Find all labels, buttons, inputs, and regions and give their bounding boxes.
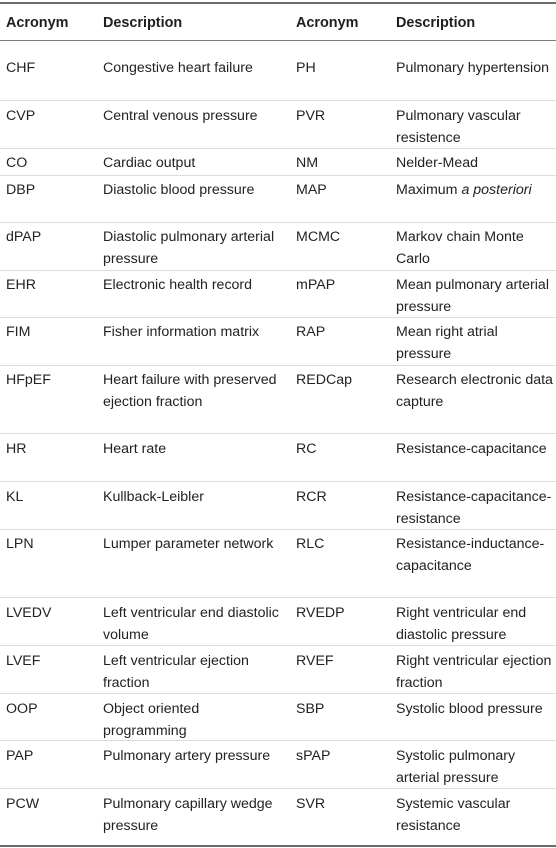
header-description-right: Description (396, 15, 476, 31)
row-divider (0, 175, 556, 176)
description-cell: Systolic blood pressure (396, 701, 543, 717)
acronym-cell: PAP (6, 748, 34, 764)
acronym-cell: RLC (296, 536, 325, 552)
description-cell: Mean right atrial pressure (396, 324, 498, 362)
acronym-cell: CVP (6, 108, 36, 124)
description-cell: Pulmonary hypertension (396, 60, 549, 76)
acronym-cell: HFpEF (6, 372, 51, 388)
description-cell: Left ventricular ejection fraction (103, 653, 249, 691)
description-cell: Right ventricular ejection fraction (396, 653, 552, 691)
table-bottom-rule (0, 845, 556, 847)
description-cell: Resistance-capacitance-resistance (396, 489, 552, 527)
acronym-cell: LVEDV (6, 605, 52, 621)
row-divider (0, 270, 556, 271)
description-text: Maximum (396, 182, 462, 198)
description-cell: Object oriented programming (103, 701, 200, 739)
table-top-rule (0, 2, 556, 4)
description-cell: Right ventricular end diastolic pressure (396, 605, 527, 643)
description-cell (396, 180, 554, 202)
description-cell: Left ventricular end diastolic volume (103, 605, 279, 643)
acronym-cell: PCW (6, 796, 40, 812)
table-header-rule (0, 40, 556, 41)
acronym-cell: RVEDP (296, 605, 345, 621)
acronym-cell: PVR (296, 108, 326, 124)
header-description-left: Description (103, 15, 183, 31)
acronym-cell: RVEF (296, 653, 334, 669)
row-divider (0, 365, 556, 366)
row-divider (0, 433, 556, 434)
description-cell: Diastolic blood pressure (103, 182, 255, 198)
description-cell: Electronic health record (103, 277, 253, 293)
acronym-cell: sPAP (296, 748, 331, 764)
table-header-row (0, 13, 556, 37)
description-cell: Markov chain Monte Carlo (396, 229, 524, 267)
description-cell: Central venous pressure (103, 108, 258, 124)
row-divider (0, 222, 556, 223)
description-cell: Heart rate (103, 441, 167, 457)
acronym-cell: RCR (296, 489, 327, 505)
header-acronym-left: Acronym (6, 15, 69, 31)
description-cell: Nelder-Mead (396, 155, 479, 171)
description-cell: Pulmonary capillary wedge pressure (103, 796, 273, 834)
acronym-cell: FIM (6, 324, 31, 340)
description-cell: Lumper parameter network (103, 536, 274, 552)
acronym-cell: PH (296, 60, 316, 76)
acronym-cell: RC (296, 441, 317, 457)
description-cell: Mean pulmonary arterial pressure (396, 277, 549, 315)
acronym-cell: SVR (296, 796, 326, 812)
description-cell: Resistance-inductance-capacitance (396, 536, 545, 574)
description-cell: Pulmonary artery pressure (103, 748, 271, 764)
description-cell: Diastolic pulmonary arterial pressure (103, 229, 275, 267)
description-cell: Pulmonary vascular resistence (396, 108, 521, 146)
acronym-cell: DBP (6, 182, 36, 198)
acronym-cell: CO (6, 155, 28, 171)
acronym-cell: EHR (6, 277, 36, 293)
description-cell: Resistance-capacitance (396, 441, 547, 457)
acronym-cell: OOP (6, 701, 38, 717)
acronym-cell: CHF (6, 60, 36, 76)
acronym-cell: RAP (296, 324, 326, 340)
description-cell: Congestive heart failure (103, 60, 253, 76)
description-cell: Kullback-Leibler (103, 489, 204, 505)
acronym-cell: NM (296, 155, 319, 171)
row-divider (0, 100, 556, 101)
acronym-cell: SBP (296, 701, 325, 717)
acronym-cell: LVEF (6, 653, 41, 669)
acronym-cell: LPN (6, 536, 34, 552)
acronym-cell: MAP (296, 182, 327, 198)
description-italic-text: a posteriori (461, 182, 532, 198)
description-cell: Systolic pulmonary arterial pressure (396, 748, 516, 786)
description-cell: Research electronic data capture (396, 372, 553, 410)
description-cell: Heart failure with preserved ejection fraction (103, 372, 277, 410)
acronym-cell: HR (6, 441, 27, 457)
description-cell: Systemic vascular resistance (396, 796, 511, 834)
row-divider (0, 481, 556, 482)
acronym-cell: mPAP (296, 277, 336, 293)
header-acronym-right: Acronym (296, 15, 359, 31)
description-cell: Cardiac output (103, 155, 196, 171)
acronym-cell: KL (6, 489, 24, 505)
description-cell: Fisher information matrix (103, 324, 260, 340)
acronym-cell: dPAP (6, 229, 42, 245)
row-divider (0, 597, 556, 598)
acronym-cell: REDCap (296, 372, 352, 388)
acronym-cell: MCMC (296, 229, 341, 245)
